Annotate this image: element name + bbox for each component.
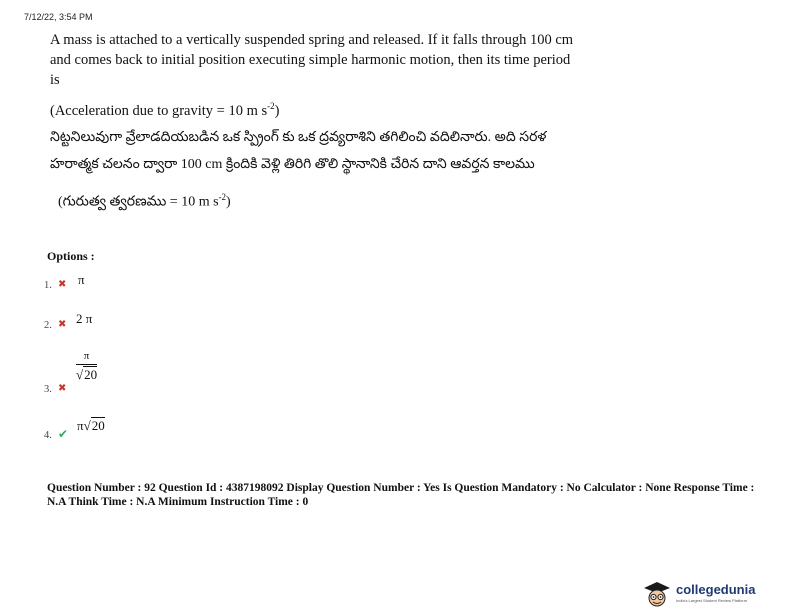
timestamp: 7/12/22, 3:54 PM (24, 12, 93, 22)
logo-tagline: India's Largest Student Review Platform (676, 598, 748, 603)
fraction-denominator: √20 (76, 367, 98, 382)
fraction-numerator: π (76, 350, 97, 365)
option-value-fraction (76, 350, 97, 383)
mascot-icon (642, 580, 672, 608)
gravity-note-english: (Acceleration due to gravity = 10 m $s^{-2}$) (50, 101, 280, 119)
option-number: 2. (44, 320, 52, 331)
question-english-text: A mass is attached to a vertically suspended spring and released. If it falls through 100 cm and comes back to initial position executing simple harmonic motion, then its time period is (50, 32, 574, 88)
option-number: 1. (44, 280, 52, 291)
question-metadata: Question Number : 92 Question Id : 4387198092 Display Question Number : Yes Is Question Mandatory : No Calculator : None Response Time : N.A Think Time : N.A Minimum Instruction Time : 0 (47, 482, 755, 508)
question-english (50, 30, 580, 121)
question-telugu-text: నిట్టనిలువుగా వ్రేలాడదియబడిన ఒక స్ప్రింగ్ కు ఒక ద్రవ్యరాశిని తగిలించి వదిలినారు. అది సరళ హరాత్మక చలనం ద్వారా 100 cm క్రిందికి వెళ్లి తిరిగి తొలి స్థానానికి చేరిన దాని ఆవర్తన కాలము (50, 130, 547, 172)
option-number: 4. (44, 430, 52, 441)
wrong-icon: ✖ (58, 319, 67, 330)
option-value: π (78, 272, 85, 287)
option-number: 3. (44, 384, 52, 395)
options-heading: Options : (47, 249, 95, 263)
option-value: 2 π (76, 311, 93, 326)
check-icon: ✔ (58, 427, 69, 441)
collegedunia-logo (642, 580, 756, 608)
logo-name: collegedunia (676, 582, 756, 597)
gravity-note-telugu: (గురుత్వ త్వరణము = 10 m $s^{-2}$) (58, 192, 231, 210)
question-telugu (50, 124, 590, 216)
option-value: π√20 (77, 418, 105, 433)
wrong-icon: ✖ (58, 279, 67, 290)
wrong-icon: ✖ (58, 383, 67, 394)
